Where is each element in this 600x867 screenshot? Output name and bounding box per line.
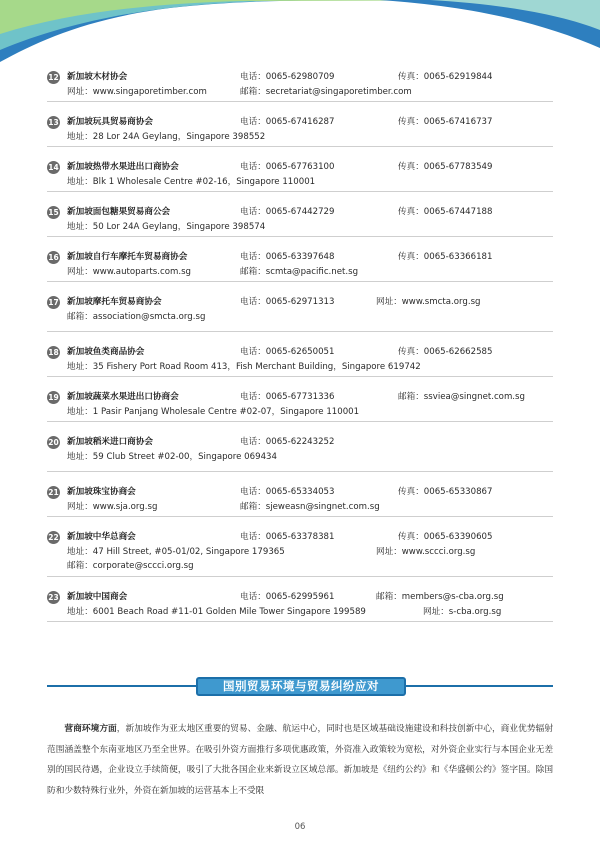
- contact-entry-23: [47, 590, 553, 622]
- phone: 电话：0065-67763100: [240, 162, 335, 172]
- entry-number-badge: 22: [48, 533, 59, 542]
- website: 网址：www.singaporetimber.com: [67, 86, 207, 97]
- contact-entry-15: [47, 205, 553, 237]
- contact-entry-16: [47, 250, 553, 282]
- organization-name: 新加坡稻米进口商协会: [67, 437, 153, 447]
- banner-rule-right: [406, 685, 553, 687]
- organization-name: 新加坡摩托车贸易商协会: [67, 297, 162, 307]
- organization-name: 新加坡玩具贸易商协会: [67, 117, 153, 127]
- header-wave-decoration: [0, 0, 600, 70]
- entry-number-badge: 14: [48, 163, 59, 172]
- entry-number-badge: 17: [48, 298, 59, 307]
- email: 邮箱：secretariat@singaporetimber.com: [240, 86, 412, 97]
- organization-name: 新加坡面包糖果贸易商公会: [67, 207, 171, 217]
- entry-number-badge: 20: [48, 438, 59, 447]
- contact-entry-12: [47, 70, 553, 102]
- phone: 电话：0065-67731336: [240, 392, 335, 402]
- entry-number-badge: 21: [48, 488, 59, 497]
- entry-number-badge: 15: [48, 208, 59, 217]
- address: 地址：59 Club Street #02-00，Singapore 069434: [67, 451, 277, 462]
- address: 地址：47 Hill Street, #05-01/02, Singapore 179365: [67, 546, 285, 557]
- website: 网址：www.smcta.org.sg: [376, 297, 481, 307]
- entry-number-badge: 19: [48, 393, 59, 402]
- section-title-banner: 国别贸易环境与贸易纠纷应对: [196, 677, 406, 696]
- paragraph-text: ，新加坡作为亚太地区重要的贸易、金融、航运中心，同时也是区域基础设施建设和科技创新中心，商业优势辐射范围涵盖整个东南亚地区乃至全世界。在吸引外资方面推行多项优惠政策，外资准入政策较为宽松，对外资企业实行与本国企业无差别的国民待遇，企业设立手续简便，吸引了大批各国企业来新设立区域总部。新加坡是《纽约公约》和《华盛顿公约》签字国。除国防和少数特殊行业外，外资在新加坡的运营基本上不受限: [47, 724, 554, 796]
- organization-name: 新加坡热带水果进出口商协会: [67, 162, 179, 172]
- email: 邮箱：ssviea@singnet.com.sg: [398, 392, 525, 402]
- phone: 电话：0065-65334053: [240, 487, 335, 497]
- contact-entry-17: [47, 295, 553, 332]
- contact-entry-18: [47, 345, 553, 377]
- organization-name: 新加坡中国商会: [67, 592, 128, 602]
- entry-number-badge: 16: [48, 253, 59, 262]
- fax: 传真：0065-67416737: [398, 117, 493, 127]
- website: 网址：www.sccci.org.sg: [376, 546, 476, 557]
- phone: 电话：0065-62971313: [240, 297, 335, 307]
- contact-entry-21: [47, 485, 553, 517]
- phone: 电话：0065-63378381: [240, 532, 335, 542]
- contact-entry-22: [47, 530, 553, 577]
- paragraph-lead: 营商环境方面: [64, 724, 117, 734]
- contact-entry-19: [47, 390, 553, 422]
- contact-entry-20: [47, 435, 553, 472]
- address: 地址：Blk 1 Wholesale Centre #02-16，Singapore 110001: [67, 176, 316, 187]
- banner-rule-left: [47, 685, 196, 687]
- address: 地址：28 Lor 24A Geylang，Singapore 398552: [67, 131, 266, 142]
- contact-entry-14: [47, 160, 553, 192]
- entry-number-badge: 18: [48, 348, 59, 357]
- email: 邮箱：corporate@sccci.org.sg: [67, 561, 194, 571]
- phone: 电话：0065-62650051: [240, 347, 335, 357]
- contact-entry-13: [47, 115, 553, 147]
- organization-name: 新加坡自行车摩托车贸易商协会: [67, 252, 188, 262]
- fax: 传真：0065-62662585: [398, 347, 493, 357]
- page-number: 06: [294, 822, 306, 832]
- entry-number-badge: 23: [48, 593, 59, 602]
- email: 邮箱：members@s-cba.org.sg: [376, 592, 504, 602]
- email: 邮箱：sjeweasn@singnet.com.sg: [240, 501, 380, 512]
- fax: 传真：0065-63390605: [398, 532, 493, 542]
- website: 网址：www.sja.org.sg: [67, 501, 158, 512]
- fax: 传真：0065-63366181: [398, 252, 493, 262]
- entry-number-badge: 13: [48, 118, 59, 127]
- organization-name: 新加坡蔬菜水果进出口协商会: [67, 392, 179, 402]
- phone: 电话：0065-62995961: [240, 592, 335, 602]
- phone: 电话：0065-67442729: [240, 207, 335, 217]
- phone: 电话：0065-62243252: [240, 437, 335, 447]
- entry-number-badge: 12: [48, 73, 59, 82]
- organization-name: 新加坡木材协会: [67, 72, 128, 82]
- body-paragraph: [47, 719, 553, 801]
- address: 地址：6001 Beach Road #11-01 Golden Mile Tower Singapore 199589: [67, 606, 366, 617]
- address: 地址：1 Pasir Panjang Wholesale Centre #02-07，Singapore 110001: [67, 406, 360, 417]
- phone: 电话：0065-63397648: [240, 252, 335, 262]
- email: 邮箱：association@smcta.org.sg: [67, 311, 206, 322]
- fax: 传真：0065-67447188: [398, 207, 493, 217]
- website: 网址：www.autoparts.com.sg: [67, 266, 192, 277]
- organization-name: 新加坡鱼类商品协会: [67, 347, 145, 357]
- phone: 电话：0065-67416287: [240, 117, 335, 127]
- fax: 传真：0065-62919844: [398, 72, 493, 82]
- website: 网址：s-cba.org.sg: [423, 606, 502, 617]
- organization-name: 新加坡中华总商会: [67, 532, 136, 542]
- email: 邮箱：scmta@pacific.net.sg: [240, 266, 359, 277]
- address: 地址：35 Fishery Port Road Room 413，Fish Merchant Building，Singapore 619742: [67, 361, 421, 372]
- fax: 传真：0065-65330867: [398, 487, 493, 497]
- fax: 传真：0065-67783549: [398, 162, 493, 172]
- address: 地址：50 Lor 24A Geylang，Singapore 398574: [67, 221, 266, 232]
- organization-name: 新加坡珠宝协商会: [67, 487, 136, 497]
- phone: 电话：0065-62980709: [240, 72, 335, 82]
